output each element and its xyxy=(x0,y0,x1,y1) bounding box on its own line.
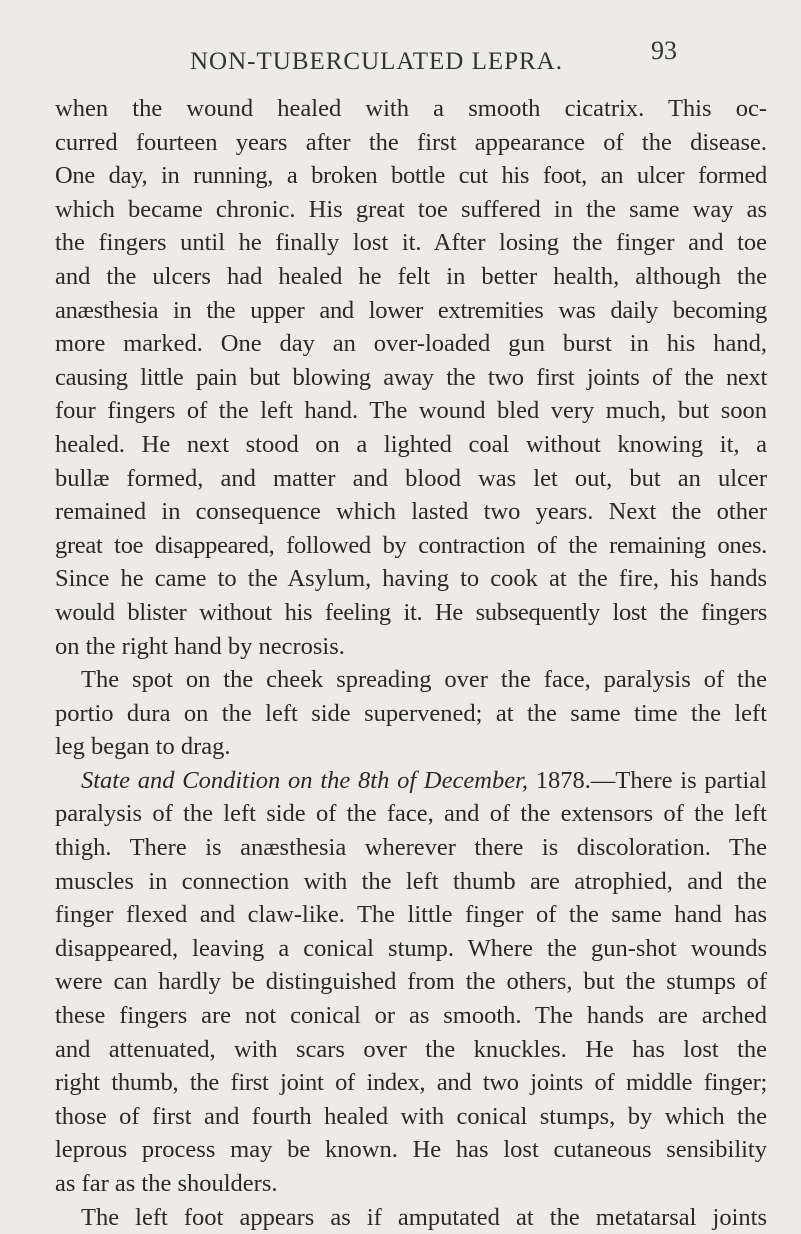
text-line: leprous process may be known. He has lost cutaneous sensibility xyxy=(55,1136,767,1164)
text-line: four fingers of the left hand. The wound bled very much, but soon xyxy=(55,397,767,425)
text-line: muscles in connection with the left thumb are atrophied, and the xyxy=(55,867,767,895)
text-line: healed. He next stood on a lighted coal without knowing it, a xyxy=(55,430,767,458)
text-line: remained in consequence which lasted two years. Next the other xyxy=(55,498,767,526)
body-text xyxy=(55,92,767,1234)
page-number: 93 xyxy=(651,36,677,65)
text-line: finger flexed and claw-like. The little finger of the same hand has xyxy=(55,901,767,929)
state-condition-text: 1878.—There is partial xyxy=(528,766,767,794)
text-line: Since he came to the Asylum, having to cook at the fire, his hands xyxy=(55,565,767,593)
text-line: as far as the shoulders. xyxy=(55,1170,278,1197)
text-line: curred fourteen years after the first appearance of the disease. xyxy=(55,128,767,156)
text-line: were can hardly be distinguished from the others, but the stumps of xyxy=(55,968,767,996)
text-line: which became chronic. His great toe suffered in the same way as xyxy=(55,195,767,223)
state-condition-line xyxy=(55,764,767,798)
running-head xyxy=(0,36,801,76)
text-line: the fingers until he finally lost it. After losing the finger and toe xyxy=(55,229,767,257)
text-line: The left foot appears as if amputated at the metatarsal joints xyxy=(81,1203,767,1231)
running-title: NON-TUBERCULATED LEPRA. xyxy=(190,48,563,75)
text-line: right thumb, the first joint of index, and two joints of middle finger; xyxy=(55,1069,767,1097)
text-line: causing little pain but blowing away the two first joints of the next xyxy=(55,363,767,391)
text-line: The spot on the cheek spreading over the face, paralysis of the xyxy=(81,666,767,694)
text-line: great toe disappeared, followed by contraction of the remaining ones. xyxy=(55,531,767,559)
text-line: more marked. One day an over-loaded gun burst in his hand, xyxy=(55,330,767,358)
text-line: and attenuated, with scars over the knuckles. He has lost the xyxy=(55,1035,767,1063)
text-line: and the ulcers had healed he felt in better health, although the xyxy=(55,262,767,290)
text-line: paralysis of the left side of the face, and of the extensors of the left xyxy=(55,800,767,828)
text-line: on the right hand by necrosis. xyxy=(55,632,345,660)
text-line: anæsthesia in the upper and lower extremities was daily becoming xyxy=(55,296,767,324)
state-condition-heading: State and Condition on the 8th of December, xyxy=(81,766,529,794)
text-line: would blister without his feeling it. He subsequently lost the fingers xyxy=(55,598,767,626)
text-line: bullæ formed, and matter and blood was let out, but an ulcer xyxy=(55,464,767,492)
text-line: those of first and fourth healed with conical stumps, by which the xyxy=(55,1102,767,1130)
text-line: One day, in running, a broken bottle cut his foot, an ulcer formed xyxy=(55,162,767,190)
text-line: disappeared, leaving a conical stump. Where the gun-shot wounds xyxy=(55,934,767,962)
text-line: these fingers are not conical or as smooth. The hands are arched xyxy=(55,1002,767,1030)
text-line: leg began to drag. xyxy=(55,733,231,761)
text-line: portio dura on the left side supervened; at the same time the left xyxy=(55,699,767,727)
text-line: when the wound healed with a smooth cicatrix. This oc- xyxy=(55,95,767,122)
text-line: thigh. There is anæsthesia wherever there is discoloration. The xyxy=(55,834,767,862)
